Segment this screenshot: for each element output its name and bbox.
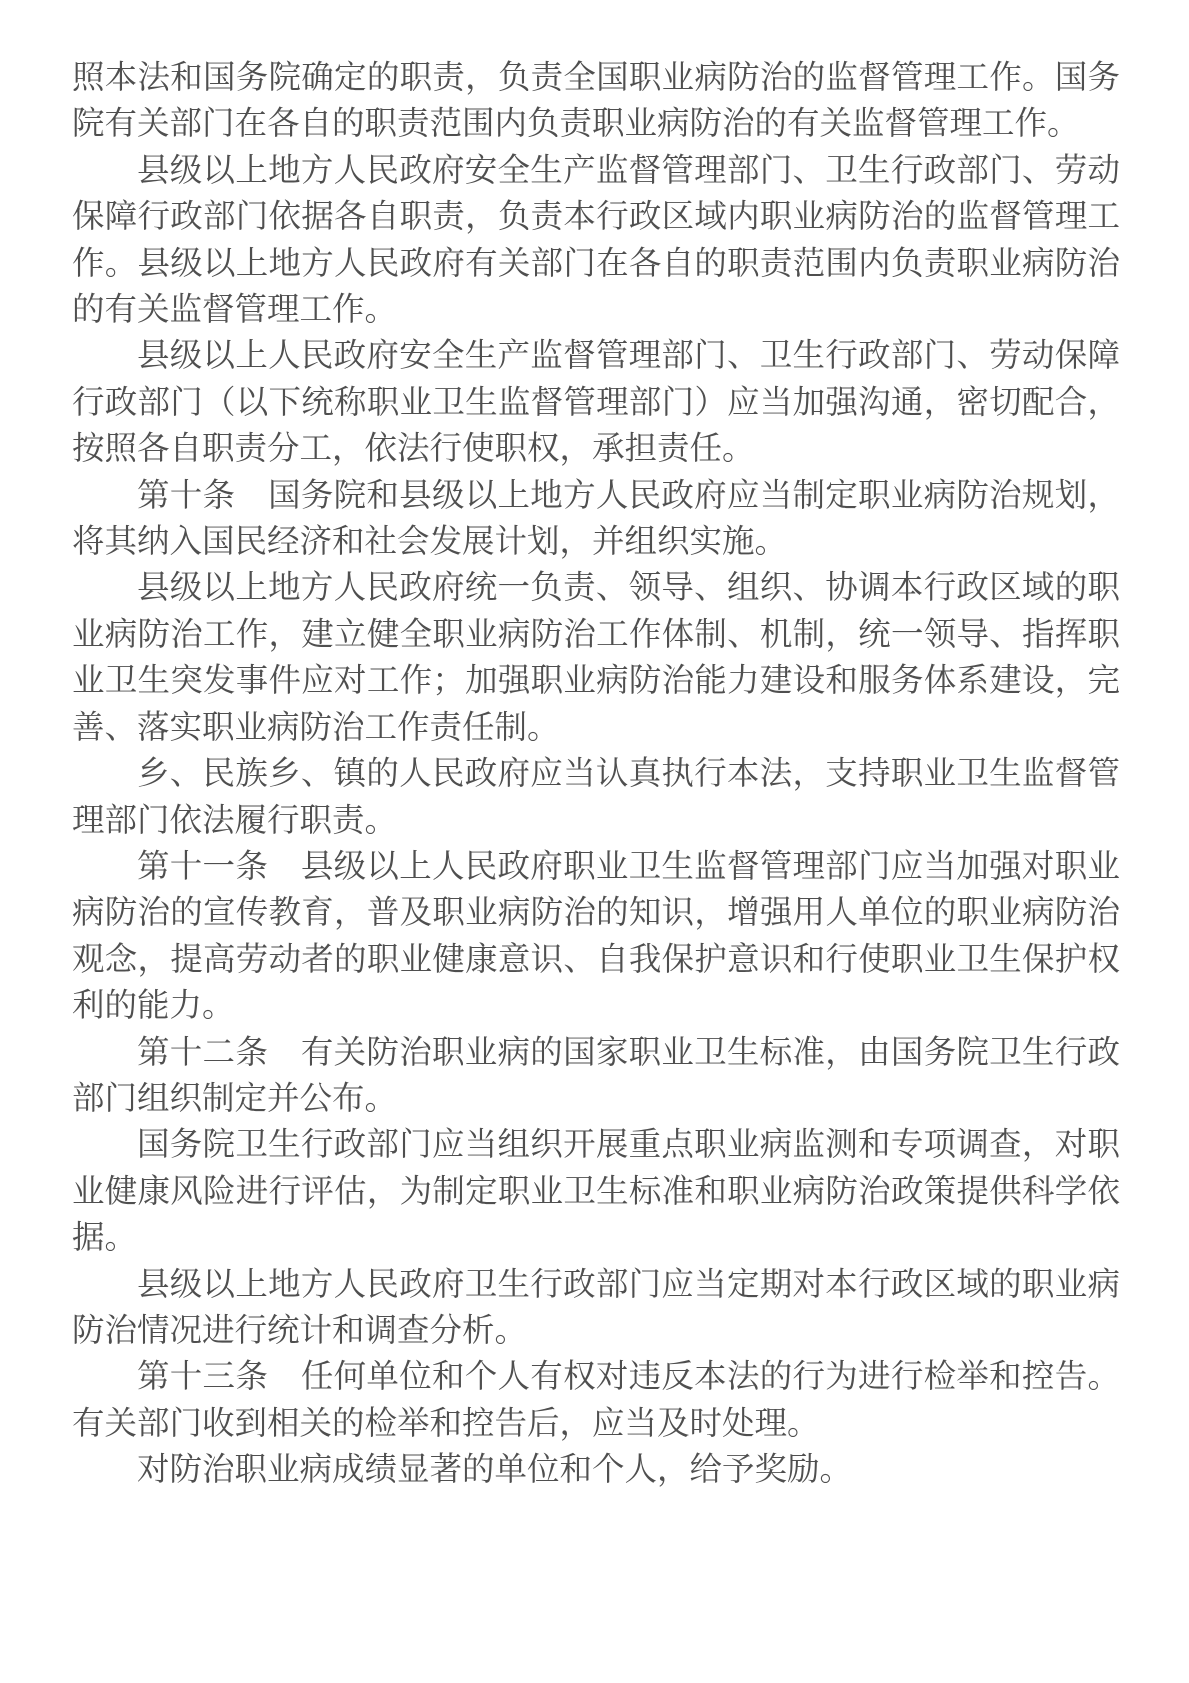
document-text-block — [72, 54, 1120, 1493]
paragraph-article-13: 第十三条 任何单位和个人有权对违反本法的行为进行检举和控告。有关部门收到相关的检举和控告后，应当及时处理。 — [72, 1358, 1120, 1441]
paragraph: 乡、民族乡、镇的人民政府应当认真执行本法，支持职业卫生监督管理部门依法履行职责。 — [72, 755, 1120, 838]
paragraph-article-11: 第十一条 县级以上人民政府职业卫生监督管理部门应当加强对职业病防治的宣传教育，普及职业病防治的知识，增强用人单位的职业病防治观念，提高劳动者的职业健康意识、自我保护意识和行使职业卫生保护权利的能力。 — [72, 847, 1120, 1024]
paragraph: 县级以上人民政府安全生产监督管理部门、卫生行政部门、劳动保障行政部门（以下统称职业卫生监督管理部门）应当加强沟通，密切配合，按照各自职责分工，依法行使职权，承担责任。 — [72, 337, 1120, 467]
paragraph-article-12: 第十二条 有关防治职业病的国家职业卫生标准，由国务院卫生行政部门组织制定并公布。 — [72, 1033, 1120, 1116]
paragraph: 县级以上地方人民政府卫生行政部门应当定期对本行政区域的职业病防治情况进行统计和调查分析。 — [72, 1265, 1120, 1348]
paragraph: 国务院卫生行政部门应当组织开展重点职业病监测和专项调查，对职业健康风险进行评估，为制定职业卫生标准和职业病防治政策提供科学依据。 — [72, 1126, 1120, 1256]
paragraph: 县级以上地方人民政府统一负责、领导、组织、协调本行政区域的职业病防治工作，建立健全职业病防治工作体制、机制，统一领导、指挥职业卫生突发事件应对工作；加强职业病防治能力建设和服务体系建设，完善、落实职业病防治工作责任制。 — [72, 569, 1120, 745]
paragraph-continuation: 照本法和国务院确定的职责，负责全国职业病防治的监督管理工作。国务院有关部门在各自的职责范围内负责职业病防治的有关监督管理工作。 — [72, 59, 1120, 142]
paragraph: 县级以上地方人民政府安全生产监督管理部门、卫生行政部门、劳动保障行政部门依据各自职责，负责本行政区域内职业病防治的监督管理工作。县级以上地方人民政府有关部门在各自的职责范围内负责职业病防治的有关监督管理工作。 — [72, 151, 1120, 328]
paragraph: 对防治职业病成绩显著的单位和个人，给予奖励。 — [137, 1451, 853, 1488]
paragraph-article-10: 第十条 国务院和县级以上地方人民政府应当制定职业病防治规划，将其纳入国民经济和社会发展计划，并组织实施。 — [72, 476, 1120, 560]
